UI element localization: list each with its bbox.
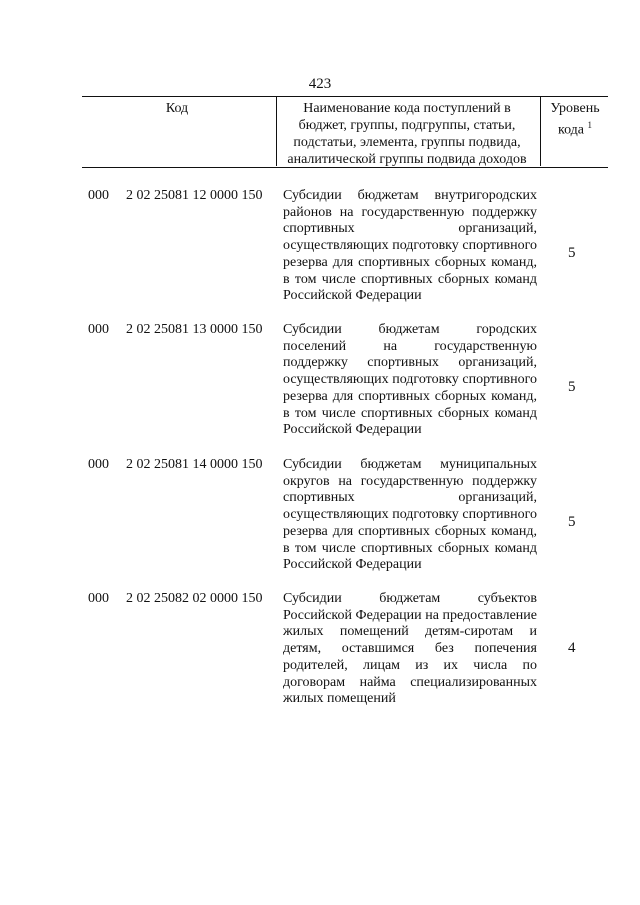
header-level-line2: кода $^1$	[557, 120, 593, 138]
page-number: 423	[308, 76, 332, 92]
header-code: Код	[165, 101, 189, 116]
revenue-code: 2 02 25081 13 0000 150	[126, 322, 263, 337]
revenue-description: Субсидии бюджетам муниципальных округов на государственную поддержку спортивных организаций, осуществляющих подготовку спортивного резерва для спортивных сборных команд, в том числе спортивных сборных команд Российской Федерации	[283, 457, 537, 573]
code-level: 4	[568, 640, 576, 656]
header-name-line: аналитической группы подвида доходов	[287, 152, 527, 167]
revenue-description: Субсидии бюджетам субъектов Российской Федерации на предоставление жилых помещений детям-сиротам и детям, оставшимся без попечения родителей, лицам из их числа по договорам найма специализированных жилых помещений	[283, 591, 537, 707]
code-level: 5	[568, 514, 576, 530]
code-level: 5	[568, 245, 576, 261]
header-name-line: Наименование кода поступлений в	[303, 101, 511, 116]
header-level-line1: Уровень	[550, 101, 600, 116]
header-divider	[276, 96, 277, 166]
header-name-line: подстатьи, элемента, группы подвида,	[293, 135, 521, 150]
header-divider	[540, 96, 541, 166]
admin-code: 000	[88, 322, 109, 337]
header-name-line: бюджет, группы, подгруппы, статьи,	[298, 118, 516, 133]
revenue-description: Субсидии бюджетам внутригородских районов на государственную поддержку спортивных организаций, осуществляющих подготовку спортивного резерва для спортивных сборных команд, в том числе спортивных сборных команд Российской Федерации	[283, 188, 537, 304]
revenue-code: 2 02 25081 14 0000 150	[126, 457, 263, 472]
revenue-code: 2 02 25081 12 0000 150	[126, 188, 263, 203]
admin-code: 000	[88, 457, 109, 472]
revenue-description: Субсидии бюджетам городских поселений на государственную поддержку спортивных организаций, осуществляющих подготовку спортивного резерва для спортивных сборных команд, в том числе спортивных сборных команд Российской Федерации	[283, 322, 537, 438]
header-name	[276, 97, 538, 170]
table-header	[82, 96, 608, 168]
footnote-marker: 1	[587, 120, 593, 130]
revenue-code: 2 02 25082 02 0000 150	[126, 591, 263, 606]
admin-code: 000	[88, 591, 109, 606]
admin-code: 000	[88, 188, 109, 203]
code-level: 5	[568, 379, 576, 395]
header-level	[542, 97, 608, 170]
